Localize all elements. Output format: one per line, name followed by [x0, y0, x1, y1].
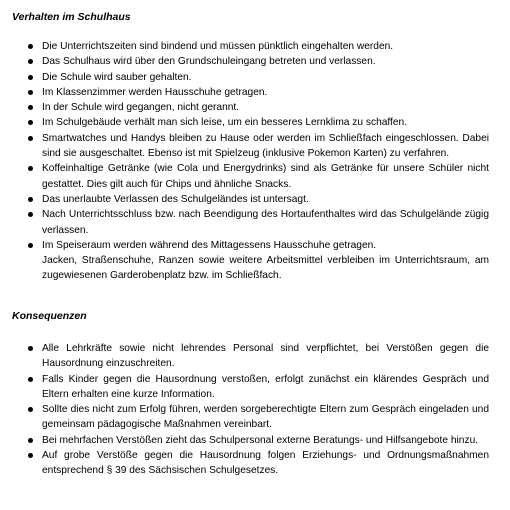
list-item [42, 238, 489, 284]
list-item [42, 131, 489, 162]
bullet-icon [28, 44, 33, 49]
list-item [42, 54, 489, 69]
behavior-rules-list [42, 39, 489, 284]
consequence-text: Sollte dies nicht zum Erfolg führen, werden sorgeberechtigte Eltern zum Gespräch eingeladen und gemeinsam pädagogische Maßnahmen vereinbart. [42, 404, 489, 431]
list-item [42, 433, 489, 448]
list-item [42, 70, 489, 85]
bullet-icon [28, 243, 33, 248]
bullet-icon [28, 407, 33, 412]
consequence-text: Alle Lehrkräfte sowie nicht lehrendes Personal sind verpflichtet, bei Verstößen gegen die Hausordnung einzuschreiten. [42, 343, 489, 370]
rule-text: Die Unterrichtszeiten sind bindend und müssen pünktlich eingehalten werden. [42, 41, 394, 52]
bullet-icon [28, 438, 33, 443]
bullet-icon [28, 377, 33, 382]
rule-text: Smartwatches und Handys bleiben zu Hause oder werden im Schließfach eingeschlossen. Dabei sind sie ausgeschaltet. Ebenso ist mit Spielzeug (inklusive Pokemon Karten) zu verfahren. [42, 132, 489, 160]
list-item [42, 207, 489, 238]
list-item [42, 85, 489, 100]
list-item [42, 100, 489, 115]
rule-continuation-text: Jacken, Straßenschuhe, Ranzen sowie weitere Arbeitsmittel verbleiben im Unterrichtsraum, am zugewiesenen Garderobenplatz bzw. im Schließfach. [42, 255, 489, 282]
bullet-icon [28, 120, 33, 125]
rule-text: In der Schule wird gegangen, nicht gerannt. [42, 102, 240, 114]
list-item [42, 161, 489, 192]
bullet-icon [28, 197, 33, 202]
bullet-icon [28, 105, 33, 110]
section-heading-consequences: Konsequenzen [12, 310, 87, 322]
rule-text: Koffeinhaltige Getränke (wie Cola und Energydrinks) sind als Getränke für unsere Schüler nicht gestattet. Dies gilt auch für Chips und ähnliche Snacks. [42, 163, 489, 190]
rule-text: Das unerlaubte Verlassen des Schulgeländes ist untersagt. [42, 193, 309, 205]
rule-text: Nach Unterrichtsschluss bzw. nach Beendigung des Hortaufenthaltes wird das Schulgelände zügig verlassen. [42, 209, 489, 236]
rule-text: Die Schule wird sauber gehalten. [42, 71, 192, 83]
bullet-icon [28, 166, 33, 171]
list-item [42, 402, 489, 433]
consequence-text: Auf grobe Verstöße gegen die Hausordnung folgen Erziehungs- und Ordnungsmaßnahmen entsprechend § 39 des Sächsischen Schulgesetzes. [42, 450, 489, 477]
consequence-text: Bei mehrfachen Verstößen zieht das Schulpersonal externe Beratungs- und Hilfsangebote hinzu. [42, 434, 479, 446]
bullet-icon [28, 90, 33, 95]
rule-text: Im Klassenzimmer werden Hausschuhe getragen. [42, 86, 268, 98]
list-item [42, 341, 489, 372]
bullet-icon [28, 453, 33, 458]
consequences-list [42, 341, 489, 479]
list-item [42, 192, 489, 207]
list-item [42, 448, 489, 479]
bullet-icon [28, 136, 33, 141]
list-item [42, 39, 489, 54]
bullet-icon [28, 75, 33, 80]
list-item [42, 372, 489, 403]
section-heading-behavior: Verhalten im Schulhaus [12, 11, 131, 23]
bullet-icon [28, 346, 33, 351]
rule-text: Im Schulgebäude verhält man sich leise, um ein besseres Lernklima zu schaffen. [42, 117, 408, 129]
consequence-text: Falls Kinder gegen die Hausordnung verstoßen, erfolgt zunächst ein klärendes Gespräch und Eltern erhalten eine kurze Information. [42, 373, 489, 400]
bullet-icon [28, 212, 33, 217]
rule-text: Das Schulhaus wird über den Grundschuleingang betreten und verlassen. [42, 56, 376, 68]
rule-text: Im Speiseraum werden während des Mittagessens Hausschuhe getragen. [42, 239, 377, 251]
bullet-icon [28, 59, 33, 64]
list-item [42, 115, 489, 130]
